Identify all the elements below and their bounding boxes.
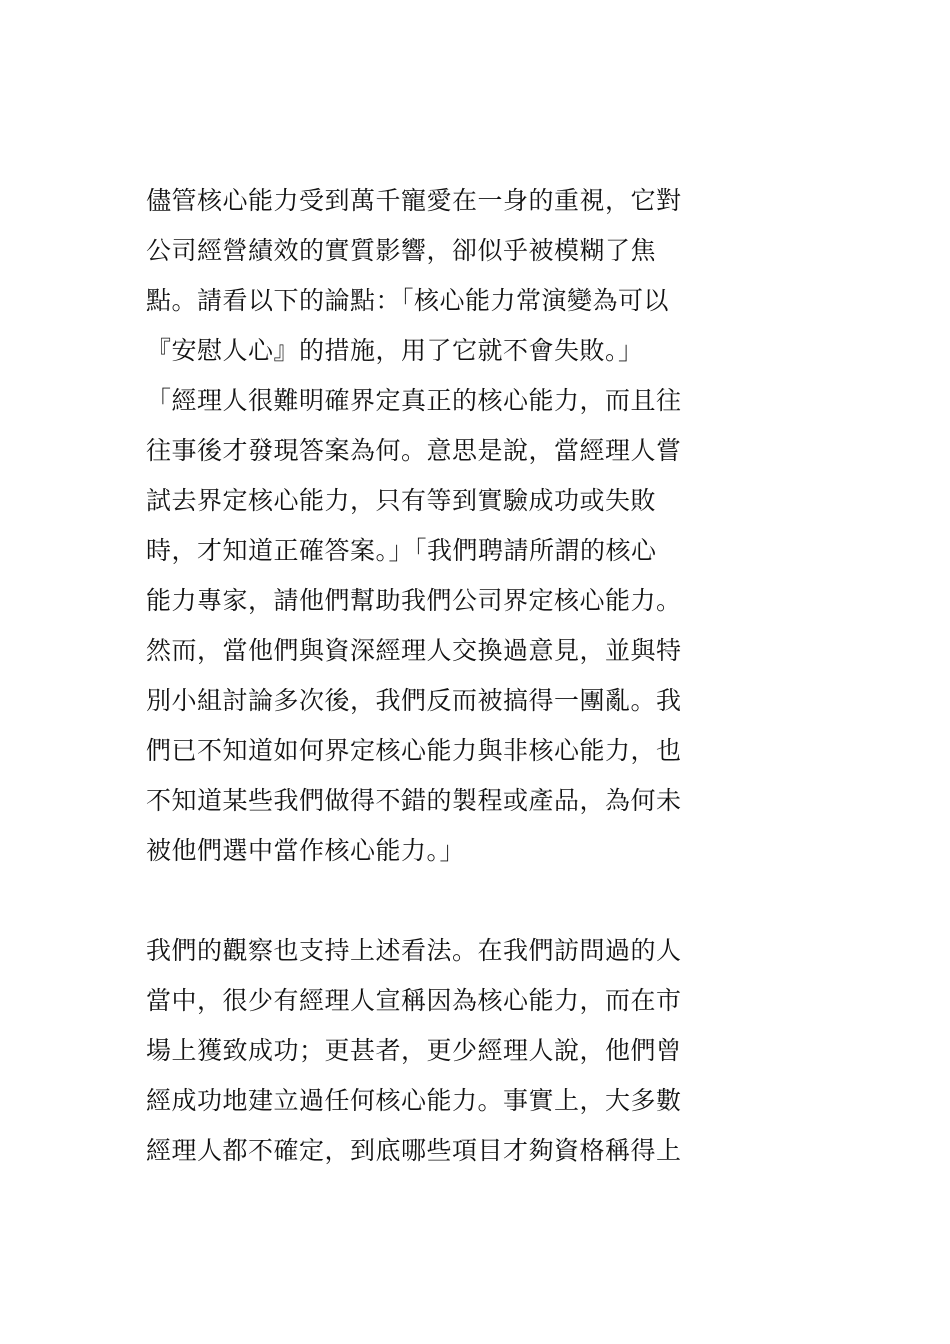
text-line: 被他們選中當作核心能力。」	[146, 836, 466, 865]
text-line: 別小組討論多次後，我們反而被搞得一團亂。我	[146, 686, 682, 715]
paragraph-spacer	[146, 876, 686, 926]
text-line: 往事後才發現答案為何。意思是說，當經理人嘗	[146, 436, 682, 465]
text-line: 『安慰人心』的措施，用了它就不會失敗。」	[146, 336, 644, 365]
text-line: 時，才知道正確答案。」「我們聘請所謂的核心	[146, 536, 657, 565]
text-line: 經理人都不確定，到底哪些項目才夠資格稱得上	[146, 1136, 682, 1165]
text-line: 試去界定核心能力，只有等到實驗成功或失敗	[146, 486, 657, 515]
text-line: 點。請看以下的論點：「核心能力常演變為可以	[146, 286, 670, 315]
text-line: 公司經營績效的實質影響，卻似乎被模糊了焦	[146, 236, 657, 265]
paragraph-1	[146, 176, 686, 876]
text-line: 能力專家，請他們幫助我們公司界定核心能力。	[146, 586, 682, 615]
document-body	[146, 176, 686, 1176]
text-line: 當中，很少有經理人宣稱因為核心能力，而在市	[146, 986, 682, 1015]
text-line: 場上獲致成功；更甚者，更少經理人說，他們曾	[146, 1036, 682, 1065]
text-line: 「經理人很難明確界定真正的核心能力，而且往	[146, 386, 682, 415]
text-line: 然而，當他們與資深經理人交換過意見，並與特	[146, 636, 682, 665]
text-line: 我們的觀察也支持上述看法。在我們訪問過的人	[146, 936, 682, 965]
text-line: 不知道某些我們做得不錯的製程或產品，為何未	[146, 786, 682, 815]
text-line: 儘管核心能力受到萬千寵愛在一身的重視，它對	[146, 186, 682, 215]
paragraph-2	[146, 926, 686, 1176]
text-line: 們已不知道如何界定核心能力與非核心能力，也	[146, 736, 682, 765]
text-line: 經成功地建立過任何核心能力。事實上，大多數	[146, 1086, 682, 1115]
